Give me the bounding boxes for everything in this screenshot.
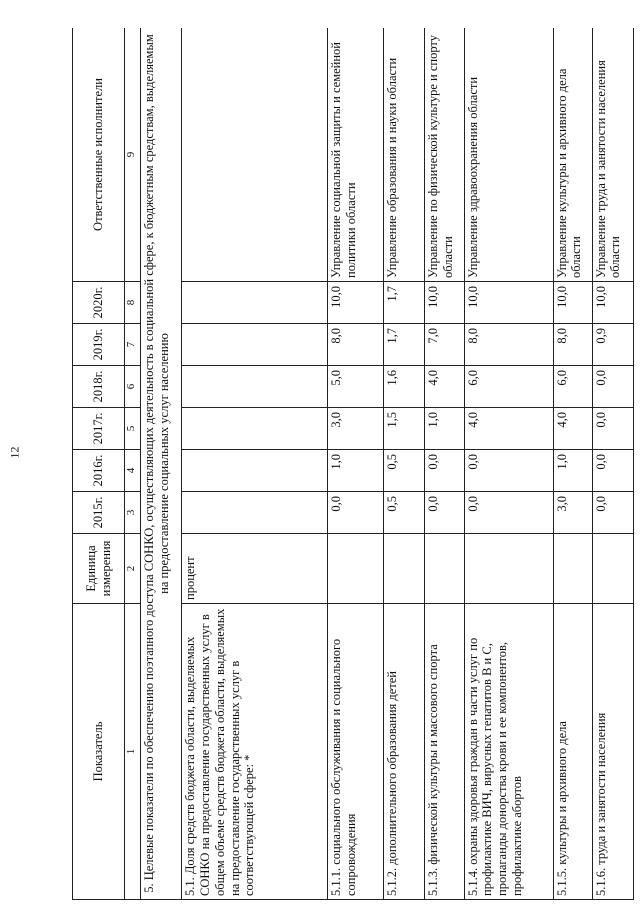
column-number: 8 — [125, 282, 141, 324]
value-cell-2016: 1,0 — [553, 450, 592, 492]
indicator-cell: 5.1.3. физической культуры и массового спорта — [425, 604, 464, 900]
indicators-table — [72, 28, 634, 900]
page-number: 12 — [7, 446, 22, 459]
value-cell-2016: 1,0 — [327, 450, 383, 492]
indicator-cell: 5.1.5. культуры и архивного дела — [553, 604, 592, 900]
unit-cell — [464, 534, 553, 604]
value-cell-2020: 10,0 — [425, 282, 464, 324]
value-cell-2019: 7,0 — [425, 324, 464, 366]
table-row — [553, 28, 592, 900]
header-2017: 2017г. — [73, 408, 125, 450]
header-2018: 2018г. — [73, 366, 125, 408]
unit-cell — [425, 534, 464, 604]
indicator-cell: 5.1. Доля средств бюджета области, выделяемых СОНКО на предоставление государственных услуг в общем объеме средств бюджета области, выделяемых на предоставление государственных услуг в соответствующей сфере: * — [182, 604, 328, 900]
header-2016: 2016г. — [73, 450, 125, 492]
indicator-cell: 5.1.1. социального обслуживания и социального сопровождения — [327, 604, 383, 900]
indicator-cell: 5.1.6. труда и занятости населения — [592, 604, 633, 900]
executor-cell: Управление культуры и архивного дела области — [553, 28, 592, 282]
column-number: 6 — [125, 366, 141, 408]
unit-cell — [553, 534, 592, 604]
value-cell-2017: 1,0 — [425, 408, 464, 450]
column-number: 9 — [125, 28, 141, 282]
rotated-page-area — [72, 28, 634, 900]
value-cell-2018: 6,0 — [464, 366, 553, 408]
indicator-cell: 5.1.2. дополнительного образования детей — [384, 604, 425, 900]
column-number: 2 — [125, 534, 141, 604]
header-2019: 2019г. — [73, 324, 125, 366]
value-cell-2020: 10,0 — [327, 282, 383, 324]
value-cell-2018: 0,0 — [592, 366, 633, 408]
value-cell-2019: 1,7 — [384, 324, 425, 366]
unit-cell — [592, 534, 633, 604]
column-number: 7 — [125, 324, 141, 366]
rotated-table-container — [72, 28, 634, 900]
section-row — [141, 28, 182, 900]
value-cell-2017: 0,0 — [592, 408, 633, 450]
value-cell-2016: 0,5 — [384, 450, 425, 492]
value-cell-2015: 0,0 — [327, 492, 383, 534]
value-cell-2017: 4,0 — [464, 408, 553, 450]
value-cell-2018: 1,6 — [384, 366, 425, 408]
indicator-cell: 5.1.4. охраны здоровья граждан в части услуг по профилактике ВИЧ, вирусных гепатитов В и С, пропаганды донорства крови и ее компонентов, профилактике абортов — [464, 604, 553, 900]
unit-cell — [327, 534, 383, 604]
section-title: 5. Целевые показатели по обеспечению поэтапного доступа СОНКО, осуществляющих деятельность в социальной сфере, к бюджетным средствам, выделяемым на предоставление социальных услуг населению — [141, 28, 182, 900]
unit-cell: процент — [182, 534, 328, 604]
table-row — [464, 28, 553, 900]
executor-cell: Управление социальной защиты и семейной политики области — [327, 28, 383, 282]
value-cell-2019: 8,0 — [464, 324, 553, 366]
table-row — [327, 28, 383, 900]
value-cell-2019: 0,9 — [592, 324, 633, 366]
value-cell-2017: 1,5 — [384, 408, 425, 450]
value-cell-2015: 0,0 — [592, 492, 633, 534]
value-cell-2015: 0,0 — [425, 492, 464, 534]
column-number: 5 — [125, 408, 141, 450]
value-cell-2020: 10,0 — [464, 282, 553, 324]
value-cell-2020: 10,0 — [592, 282, 633, 324]
value-cell-2015: 0,0 — [464, 492, 553, 534]
value-cell-2019: 8,0 — [327, 324, 383, 366]
header-executors: Ответственные исполнители — [73, 28, 125, 282]
executor-cell: Управление здравоохранения области — [464, 28, 553, 282]
value-cell-2015: 3,0 — [553, 492, 592, 534]
header-2015: 2015г. — [73, 492, 125, 534]
value-cell-2018: 5,0 — [327, 366, 383, 408]
value-cell-2017: 3,0 — [327, 408, 383, 450]
value-cell-2020: 1,7 — [384, 282, 425, 324]
executor-cell — [182, 28, 328, 282]
header-row — [73, 28, 125, 900]
value-cell-2018: 4,0 — [425, 366, 464, 408]
value-cell-2018 — [182, 366, 328, 408]
value-cell-2015: 0,5 — [384, 492, 425, 534]
column-number-row — [125, 28, 141, 900]
value-cell-2017: 4,0 — [553, 408, 592, 450]
value-cell-2018: 6,0 — [553, 366, 592, 408]
header-2020: 2020г. — [73, 282, 125, 324]
value-cell-2016: 0,0 — [464, 450, 553, 492]
table-row — [182, 28, 328, 900]
executor-cell: Управление образования и науки области — [384, 28, 425, 282]
unit-cell — [384, 534, 425, 604]
value-cell-2016: 0,0 — [592, 450, 633, 492]
column-number: 4 — [125, 450, 141, 492]
value-cell-2015 — [182, 492, 328, 534]
header-indicator: Показатель — [73, 604, 125, 900]
executor-cell: Управление по физической культуре и спорту области — [425, 28, 464, 282]
value-cell-2016: 0,0 — [425, 450, 464, 492]
table-row — [425, 28, 464, 900]
value-cell-2017 — [182, 408, 328, 450]
executor-cell: Управление труда и занятости населения области — [592, 28, 633, 282]
value-cell-2020 — [182, 282, 328, 324]
value-cell-2019 — [182, 324, 328, 366]
table-row — [592, 28, 633, 900]
value-cell-2020: 10,0 — [553, 282, 592, 324]
value-cell-2016 — [182, 450, 328, 492]
value-cell-2019: 8,0 — [553, 324, 592, 366]
header-unit: Единица измерения — [73, 534, 125, 604]
column-number: 3 — [125, 492, 141, 534]
column-number: 1 — [125, 604, 141, 900]
table-row — [384, 28, 425, 900]
